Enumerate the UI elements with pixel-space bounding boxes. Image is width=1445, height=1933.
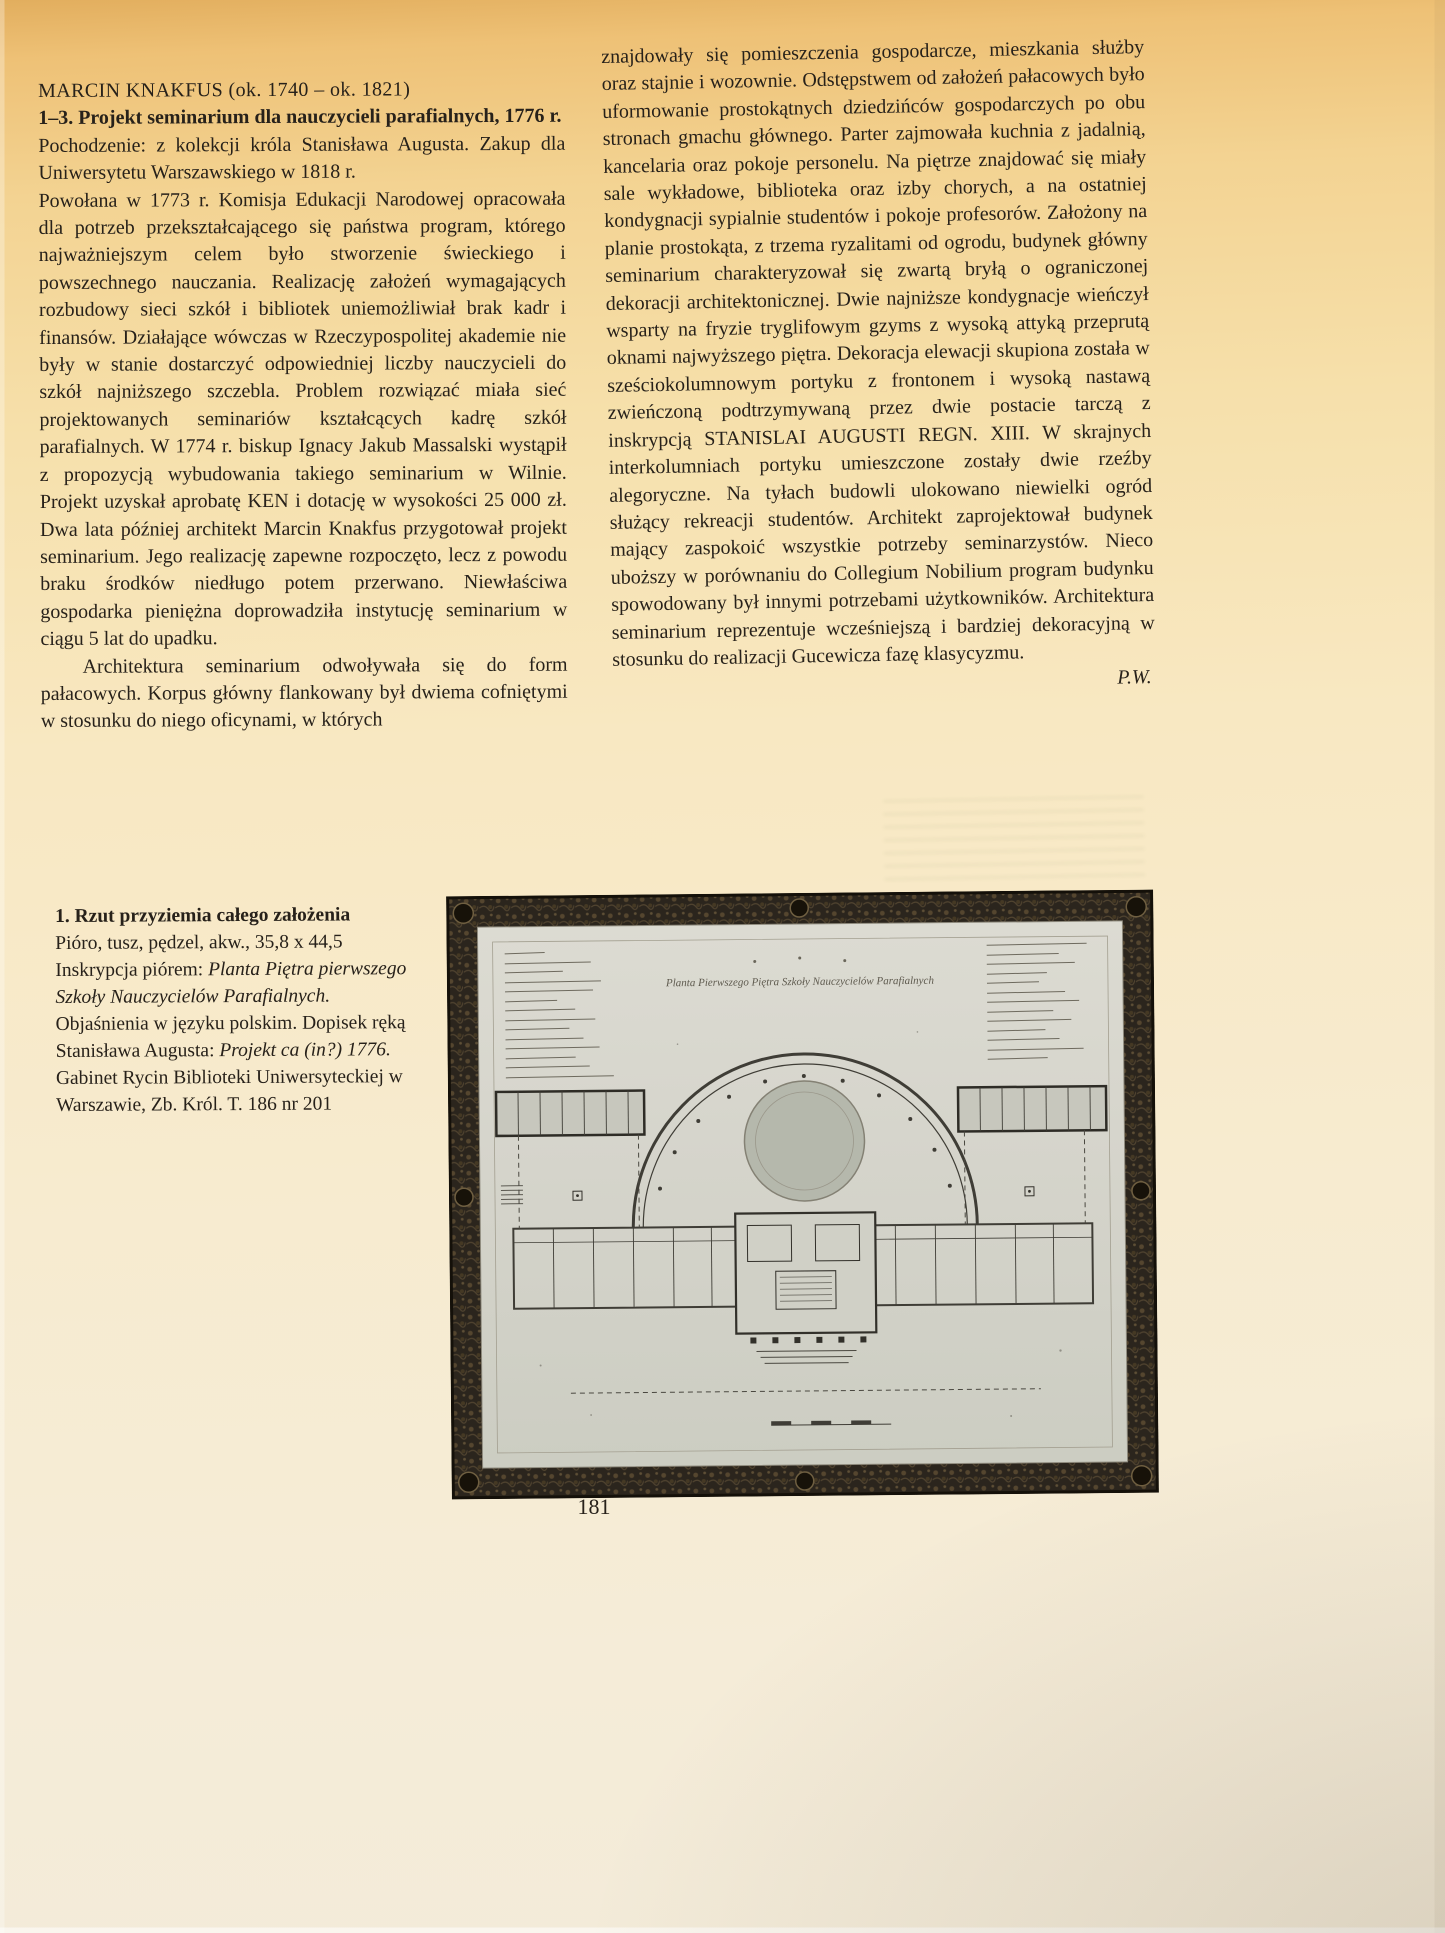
floor-plan-plate xyxy=(446,890,1159,1500)
floor-plan-drawing xyxy=(446,890,1159,1500)
provenance-note: Pochodzenie: z kolekcji króla Stanisława Augusta. Zakup dla Uniwersytetu Warszawskiego w 1818 r. xyxy=(38,132,566,185)
paragraph-2: Architektura seminarium odwoływała się do form pałacowych. Korpus główny flankowany był dwiema cofniętymi w stosunku do niego oficynami, w których xyxy=(40,653,568,733)
figure-caption xyxy=(55,901,408,1119)
paragraph-3: znajdowały się pomieszczenia gospodarcze, mieszkania służby oraz stajnie i wozownie. Odstępstwem od założeń pałacowych było uformowanie prostokątnych dziedzińców gospodarczych po obu stronach gmachu głównego. Parter zajmowała kuchnia z jadalnią, kancelaria oraz pokoje personelu. Na piętrze znajdować się miały sale wykładowe, biblioteka oraz izby chorych, a na ostatniej kondygnacji sypialnie studentów i pokoje profesorów. Założony na planie prostokąta, z trzema ryzalitami od ogrodu, budynek główny seminarium charakteryzował się zwartą bryłą o ograniczonej dekoracji architektonicznej. Dwie najniższe kondygnacje wieńczył wsparty na fryzie tryglifowym gzyms z wysoką attyką przeprutą oknami najwyższego piętra. Dekoracja elewacji skupiona została w sześciokolumnowym portyku z frontonem i wysoką nastawą zwieńczoną podtrzymywaną przez dwie postacie tarczą z inskrypcją STANISLAI AUGUSTI REGN. XIII. W skrajnych interkolumniach portyku umieszczone zostały dwie rzeźby alegoryczne. Na tyłach budowli ulokowano niewielki ogród służący rekreacji studentów. Architekt zaprojektował budynek mający zaspokoić wszystkie potrzeby seminarzystów. Nieco uboższy w porównaniu do Collegium Nobilium program budynku spowodowany był innymi potrzebami użytkowników. Architektura seminarium reprezentuje wcześniejszą i bardziej dekoracyjną w stosunku do realizacji Gucewicza fazę klasycyzmu. xyxy=(601,36,1155,671)
caption-title: 1. Rzut przyziemia całego założenia xyxy=(55,904,351,927)
plate-inscription: Planta Pierwszego Piętra Szkoły Nauczycielów Parafialnych xyxy=(665,974,934,990)
caption-medium: Pióro, tusz, pędzel, akw., 35,8 x 44,5 xyxy=(55,931,343,954)
paragraph-1: Powołana w 1773 r. Komisja Edukacji Narodowej opracowała dla potrzeb przekształcającego się państwa program, którego najważniejszym celem było stworzenie świeckiego i powszechnego nauczania. Realizację założeń wymagających rozbudowy sieci szkół i bibliotek uniemożliwiał brak kadr i finansów. Działające wówczas w Rzeczypospolitej akademie nie były w stanie dostarczyć odpowiedniej liczby nauczycieli do szkół najniższego szczebla. Problem rozwiązać miała sieć projektowanych seminariów kształcących kadrę szkół parafialnych. W 1774 r. biskup Ignacy Jakub Massalski wystąpił z propozycją wybudowania takiego seminarium w Wilnie. Projekt uzyskał aprobatę KEN i dotację w wysokości 25 000 zł. Dwa lata później architekt Marcin Knakfus przygotował projekt seminarium. Jego realizację zapewne rozpoczęto, lecz z powodu braku środków niedługo potem przerwano. Niewłaściwa gospodarka pieniężna doprowadziła instytucję seminarium w ciągu 5 lat do upadku. xyxy=(38,187,568,651)
author-initials: P.W. xyxy=(1117,666,1152,689)
left-column xyxy=(38,76,568,736)
caption-inscription-italic: Planta Piętra pierwszego Szkoły Nauczycielów Parafialnych. xyxy=(55,958,407,1008)
work-title: 1–3. Projekt seminarium dla nauczycieli parafialnych, 1776 r. xyxy=(38,105,562,130)
caption-location: Gabinet Rycin Biblioteki Uniwersyteckiej w Warszawie, Zb. Król. T. 186 nr 201 xyxy=(55,1066,403,1116)
caption-note-italic: Projekt ca (in?) 1776. xyxy=(219,1039,391,1062)
right-column xyxy=(601,34,1156,702)
ink-bleed-through xyxy=(883,790,1144,881)
page-number: 181 xyxy=(577,1494,611,1519)
caption-body xyxy=(55,928,408,1119)
caption-inscription-label: Inskrypcja piórem: xyxy=(55,959,209,981)
artist-heading: MARCIN KNAKFUS (ok. 1740 – ok. 1821) xyxy=(38,78,411,102)
central-block xyxy=(735,1212,876,1333)
caption-inscription-note: Objaśnienia w języku polskim. Dopisek ręką Stanisława Augusta: xyxy=(55,1012,406,1062)
rotunda-circle xyxy=(744,1080,865,1201)
